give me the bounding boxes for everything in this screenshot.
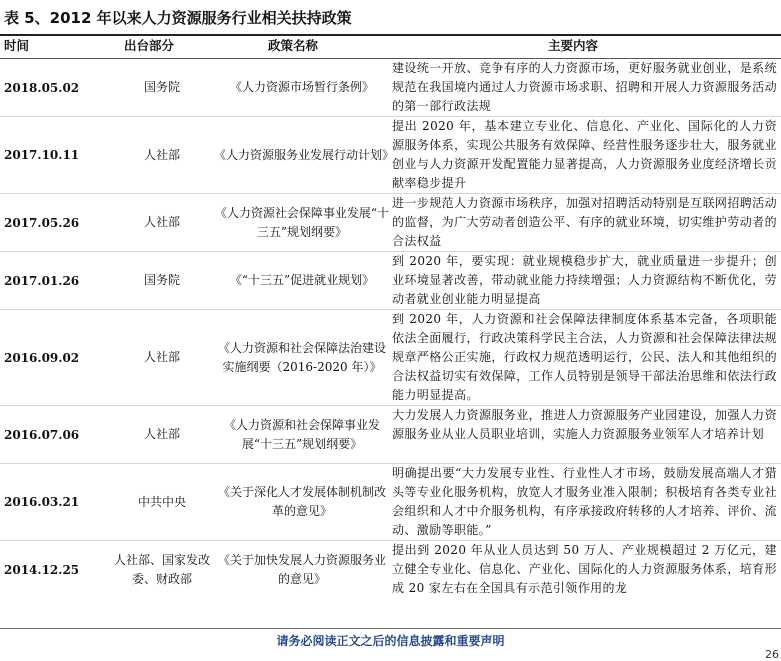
row-date: 2014.12.25 xyxy=(4,562,80,577)
row-date: 2018.05.02 xyxy=(4,80,80,95)
row-policy: 《人力资源和社会保障法治建设实施纲要（2016-2020 年）》 xyxy=(217,340,386,374)
row-content: 进一步规范人力资源市场秩序，加强对招聘活动特别是互联网招聘活动的监督，为广大劳动者创造公平、有序的就业环境，切实维护劳动者的合法权益 xyxy=(392,196,777,248)
row-dept: 人社部 xyxy=(143,215,180,229)
header-date: 时间 xyxy=(4,38,30,53)
row-dept: 中共中央 xyxy=(137,494,186,509)
row-policy: 《“十三五”促进就业规划》 xyxy=(229,273,375,287)
row-dept: 人社部 xyxy=(143,350,180,364)
table-header-row xyxy=(0,36,781,56)
row-date: 2016.09.02 xyxy=(4,350,80,365)
row-policy: 《人力资源和社会保障事业发展“十三五”规划纲要》 xyxy=(223,417,380,451)
table-title: 表 5、2012 年以来人力资源服务行业相关扶持政策 xyxy=(4,9,352,27)
row-policy: 《人力资源社会保障事业发展“十三五”规划纲要》 xyxy=(214,205,390,239)
table-row xyxy=(0,541,781,598)
table-row xyxy=(0,59,781,117)
row-date: 2016.03.21 xyxy=(4,495,80,509)
table-row xyxy=(0,406,781,464)
footer-rule xyxy=(0,628,781,629)
row-dept: 国务院 xyxy=(143,80,180,94)
table-row xyxy=(0,464,781,541)
page-number: 26 xyxy=(765,648,779,661)
header-content: 主要内容 xyxy=(548,38,599,53)
table-row xyxy=(0,310,781,406)
row-content: 建设统一开放、竞争有序的人力资源市场，更好服务就业创业，是系统规范在我国境内通过人力资源市场求职、招聘和开展人力资源服务活动的第一部行政法规 xyxy=(392,61,777,113)
row-content: 到 2020 年，要实现：就业规模稳步扩大，就业质量进一步提升；创业环境显著改善，带动就业能力持续增强；人力资源结构不断优化，劳动者就业创业能力明显提高 xyxy=(392,254,777,306)
table-row xyxy=(0,252,781,310)
row-policy: 《关于深化人才发展体制机制改革的意见》 xyxy=(217,485,386,518)
row-content: 提出 2020 年，基本建立专业化、信息化、产业化、国际化的人力资源服务体系，实现公共服务有效保障、经营性服务逐步壮大，服务就业创业与人力资源开发配置能力显著提高，人力资源服务业度经济增长贡献率稳步提升 xyxy=(392,119,777,190)
row-date: 2017.05.26 xyxy=(4,215,80,230)
header-policy: 政策名称 xyxy=(268,38,319,53)
row-dept: 人社部 xyxy=(143,147,180,162)
row-date: 2016.07.06 xyxy=(4,427,80,442)
row-content: 明确提出要“大力发展专业性、行业性人才市场，鼓励发展高端人才猎头等专业化服务机构，放宽人才服务业准入限制；积极培育各类专业社会组织和人才中介服务机构，有序承接政府转移的人才培养、评价、流动、激励等职能。” xyxy=(392,466,777,537)
row-policy: 《人力资源服务业发展行动计划》 xyxy=(214,147,395,162)
row-dept: 人社部、国家发改委、财政部 xyxy=(113,552,210,586)
row-date: 2017.01.26 xyxy=(4,273,80,288)
disclaimer-footer: 请务必阅读正文之后的信息披露和重要声明 xyxy=(276,634,505,648)
row-content: 提出到 2020 年从业人员达到 50 万人、产业规模超过 2 万亿元，建立健全专业化、信息化、产业化、国际化的人力资源服务体系，培育形成 20 家左右在全国具有示范引领作用的龙 xyxy=(392,543,777,595)
header-dept: 出台部分 xyxy=(124,38,175,53)
policy-table-body xyxy=(0,59,781,598)
row-dept: 人社部 xyxy=(143,427,180,441)
row-dept: 国务院 xyxy=(143,273,180,287)
row-content: 大力发展人力资源服务业，推进人力资源服务产业园建设，加强人力资源服务业从业人员职业培训，实施人力资源服务业领军人才培养计划 xyxy=(392,408,777,441)
row-policy: 《关于加快发展人力资源服务业的意见》 xyxy=(217,552,386,586)
row-content: 到 2020 年，人力资源和社会保障法律制度体系基本完备，各项职能依法全面履行，行政决策科学民主合法，人力资源和社会保障法律法规规章严格公正实施，行政权力规范透明运行，公民、法人和其他组织的合法权益切实有效保障，工作人员特别是领导干部法治思维和依法行政能力明显提高。 xyxy=(392,312,777,402)
table-row xyxy=(0,194,781,252)
row-date: 2017.10.11 xyxy=(4,148,80,162)
row-policy: 《人力资源市场暂行条例》 xyxy=(229,80,374,94)
table-row xyxy=(0,117,781,194)
